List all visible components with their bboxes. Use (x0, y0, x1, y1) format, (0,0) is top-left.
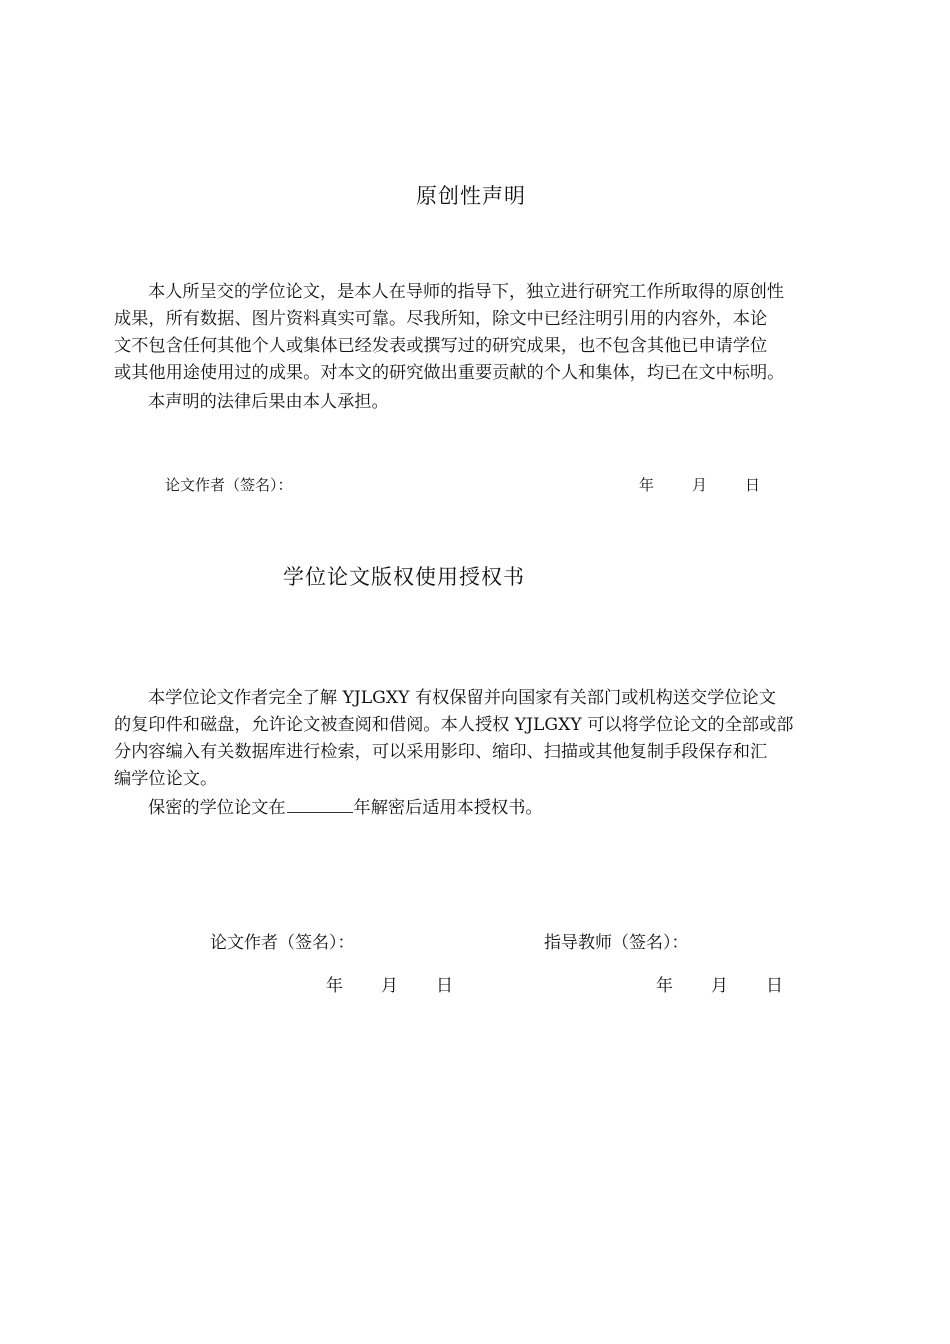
author-signature-label: 论文作者（签名）： (210, 933, 355, 953)
advisor-date (656, 971, 783, 996)
declaration-line-2: 成果，所有数据、图片资料真实可靠。尽我所知，除文中已经注明引用的内容外，本论 (114, 309, 768, 329)
declaration-line-1: 本人所呈交的学位论文，是本人在导师的指导下，独立进行研究工作所取得的原创性 (148, 282, 784, 302)
declaration-paragraph (114, 279, 854, 387)
date-year: 年 (656, 976, 673, 996)
secrecy-statement (148, 793, 543, 818)
declaration-date (639, 474, 760, 495)
secrecy-years-blank (287, 797, 353, 813)
secrecy-prefix: 保密的学位论文在 (148, 798, 286, 818)
declaration-closing: 本声明的法律后果由本人承担。 (148, 392, 389, 412)
declaration-signer-label: 论文作者（签名）： (165, 476, 293, 494)
date-year: 年 (326, 976, 343, 996)
declaration-line-3: 文不包含任何其他个人或集体已经发表或撰写过的研究成果，也不包含其他已申请学位 (114, 336, 768, 356)
authorization-line-4: 编学位论文。 (114, 769, 218, 789)
declaration-title: 原创性声明 (416, 184, 526, 208)
authorization-paragraph (114, 685, 854, 793)
date-month: 月 (692, 476, 708, 494)
date-day: 日 (436, 976, 453, 996)
secrecy-suffix: 年解密后适用本授权书。 (353, 798, 543, 818)
declaration-line-4: 或其他用途使用过的成果。对本文的研究做出重要贡献的个人和集体，均已在文中标明。 (114, 363, 785, 383)
author-date (326, 971, 453, 996)
date-day: 日 (766, 976, 783, 996)
authorization-line-1: 本学位论文作者完全了解 YJLGXY 有权保留并向国家有关部门或机构送交学位论文 (148, 688, 776, 708)
authorization-title: 学位论文版权使用授权书 (283, 565, 525, 589)
authorization-line-2: 的复印件和磁盘，允许论文被查阅和借阅。本人授权 YJLGXY 可以将学位论文的全部或部 (114, 715, 794, 735)
date-month: 月 (381, 976, 398, 996)
date-day: 日 (745, 476, 761, 494)
authorization-line-3: 分内容编入有关数据库进行检索，可以采用影印、缩印、扫描或其他复制手段保存和汇 (114, 742, 768, 762)
date-month: 月 (711, 976, 728, 996)
advisor-signature-label: 指导教师（签名）： (544, 933, 689, 953)
date-year: 年 (639, 476, 655, 494)
